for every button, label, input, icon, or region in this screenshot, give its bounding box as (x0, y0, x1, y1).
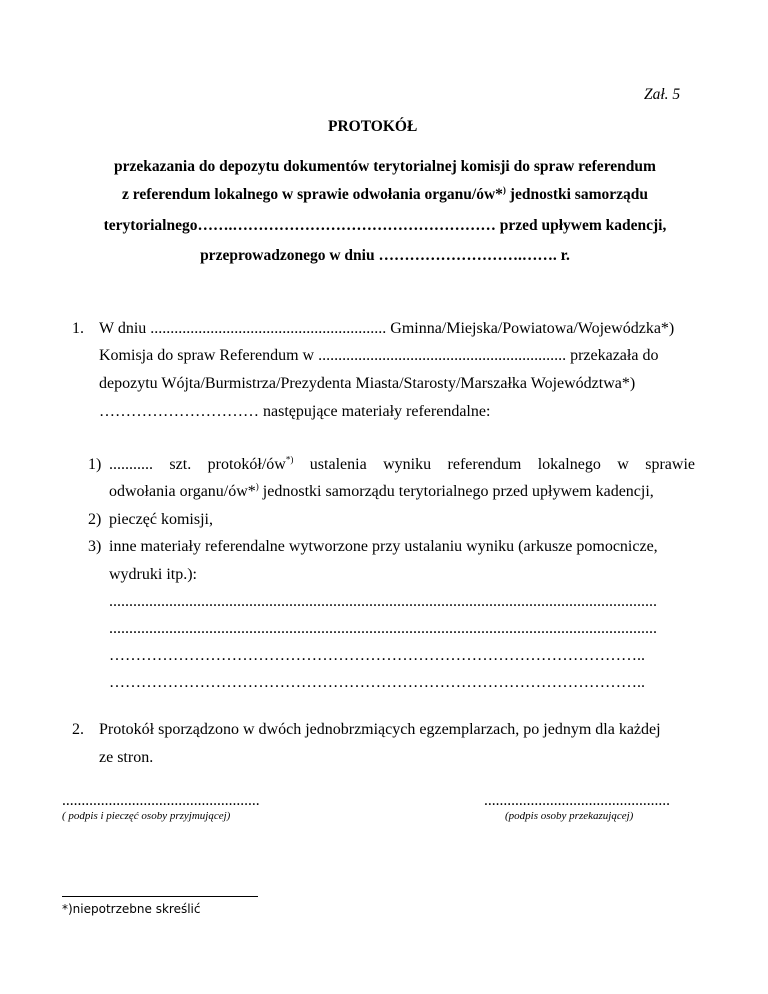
document-title: PROTOKÓŁ (328, 118, 418, 135)
section-1-number: 1. (72, 320, 84, 337)
list-item-1-line-2: odwołania organu/ów*) jednostki samorządu terytorialnego przed upływem kadencji, (109, 481, 654, 500)
section-1-line-2: Komisja do spraw Referendum w .............................................................. przekazała do (99, 347, 659, 364)
signature-caption-transferor: (podpis osoby przekazującej) (505, 810, 634, 822)
subtitle-line-3: terytorialnego…….…………………………………………… przed upływem kadencji, (103, 217, 667, 234)
section-2-line-1: Protokół sporządzono w dwóch jednobrzmiących egzemplarzach, po jednym dla każdej (99, 721, 661, 738)
list-item-1-number: 1) (88, 456, 102, 473)
list-item-2-text: pieczęć komisji, (109, 511, 213, 528)
list-item-2-number: 2) (88, 511, 102, 528)
section-1-line-1: W dniu ........................................................... Gminna/Miejska/Powiatowa/Wojewódzka*) (99, 320, 675, 337)
list-item-3-line-2: wydruki itp.): (109, 566, 197, 583)
fill-line-3: ……………………………………………………………………………………….. (109, 647, 645, 664)
signature-line-receiver: ................................................... (62, 792, 260, 809)
list-item-1-line-1: ........... szt. protokół/ów*) ustalenia wyniku referendum lokalnego w sprawie (109, 454, 695, 473)
section-2-number: 2. (72, 721, 84, 738)
footnote: *)niepotrzebne skreślić (62, 902, 201, 916)
signature-line-transferor: ................................................ (484, 792, 670, 809)
section-2-line-2: ze stron. (99, 749, 154, 766)
section-1-line-3: depozytu Wójta/Burmistrza/Prezydenta Miasta/Starosty/Marszałka Województwa*) (99, 375, 636, 392)
fill-line-1: ......................................................................................................................................... (109, 593, 657, 610)
attachment-label: Zał. 5 (644, 86, 681, 103)
footnote-separator (62, 896, 258, 897)
list-item-3-number: 3) (88, 538, 102, 555)
fill-line-2: ......................................................................................................................................... (109, 620, 657, 637)
subtitle-line-1: przekazania do depozytu dokumentów terytorialnej komisji do spraw referendum (114, 158, 656, 175)
section-1-line-4: ………………………… następujące materiały referendalne: (99, 403, 491, 420)
subtitle-line-4: przeprowadzonego w dniu ……………………….……. r. (200, 247, 570, 264)
subtitle-line-2: z referendum lokalnego w sprawie odwołania organu/ów*) jednostki samorządu (121, 184, 649, 203)
fill-line-4: ……………………………………………………………………………………….. (109, 674, 645, 691)
list-item-3-line-1: inne materiały referendalne wytworzone przy ustalaniu wyniku (arkusze pomocnicze, (109, 538, 658, 555)
signature-caption-receiver: ( podpis i pieczęć osoby przyjmującej) (62, 810, 231, 822)
